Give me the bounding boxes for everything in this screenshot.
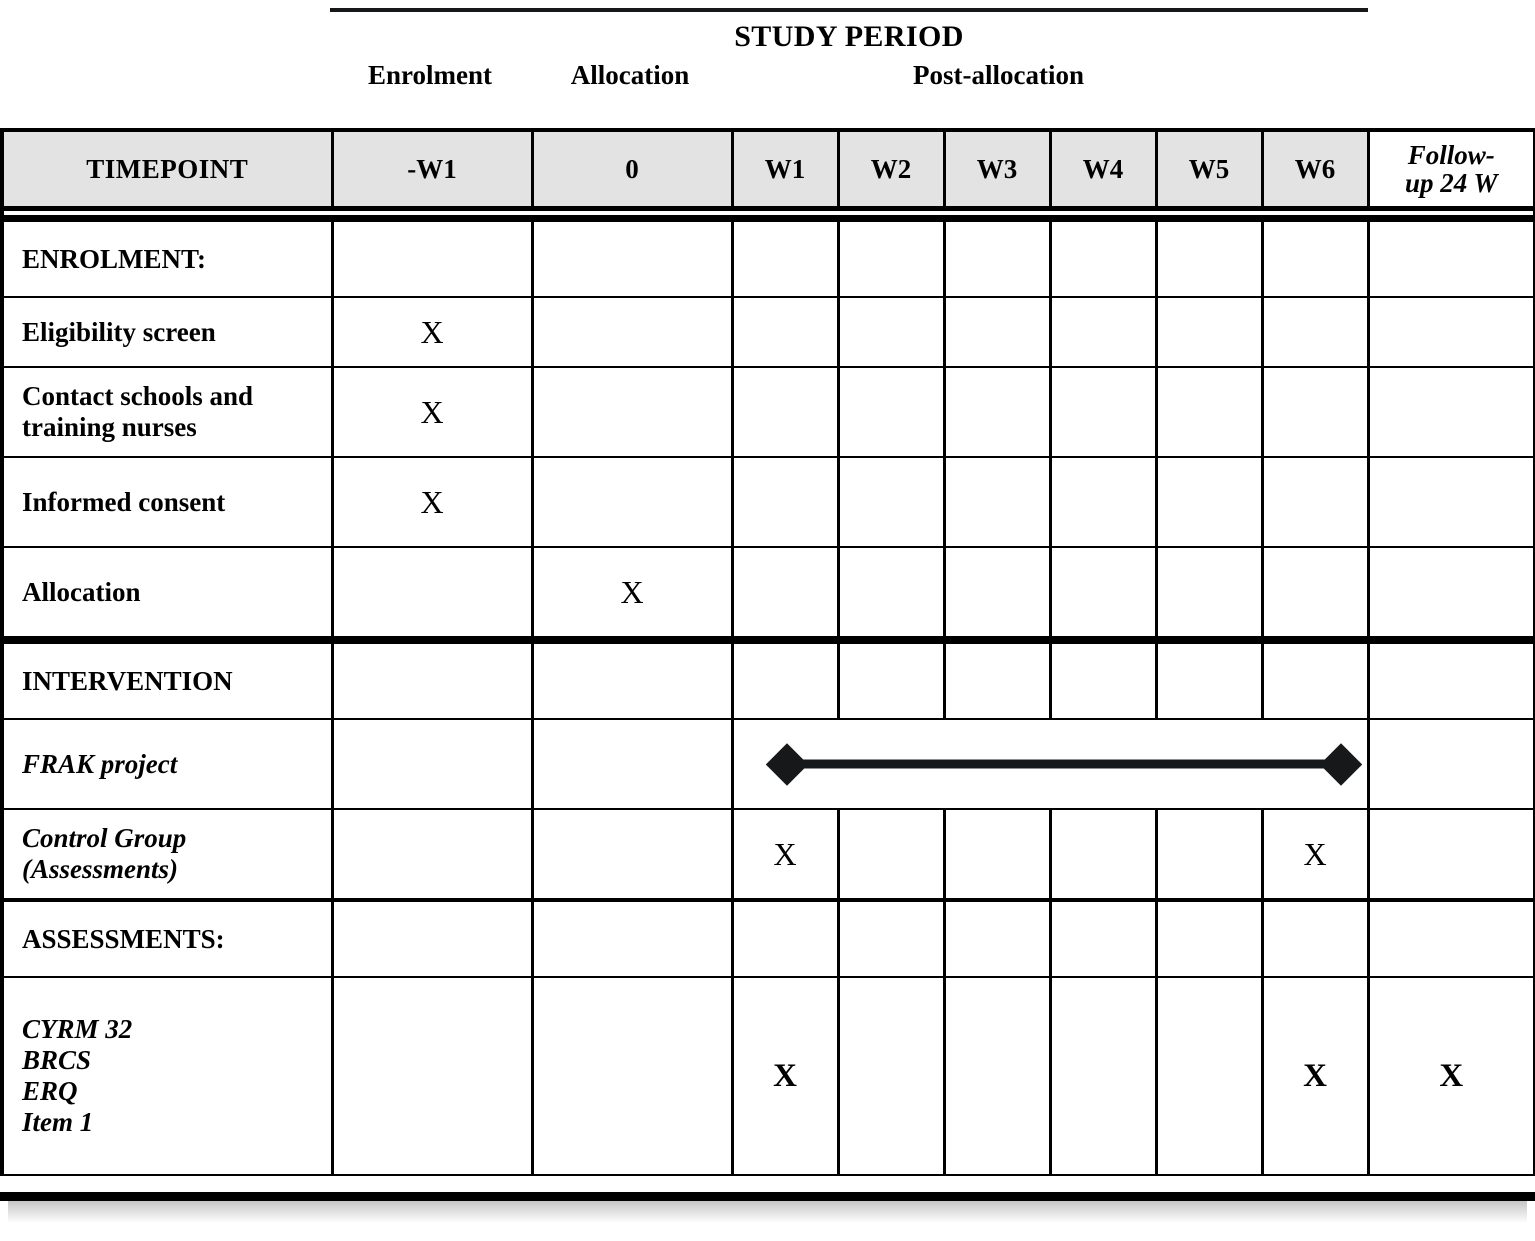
cell-enrolment-heading-followup <box>1368 221 1535 297</box>
cell-instruments-followup <box>1368 977 1535 1175</box>
cell-instruments-zero <box>532 977 732 1175</box>
header-col-w5-label: W5 <box>1188 153 1230 184</box>
header-col-followup-line2: up 24 W <box>1404 168 1498 198</box>
header-col-w-minus-1-label: -W1 <box>407 153 457 184</box>
cell-control-w2 <box>838 809 944 900</box>
study-period-title: STUDY PERIOD <box>734 20 964 53</box>
bottom-shadow <box>8 1201 1527 1223</box>
cell-intervention-heading-w6 <box>1262 640 1368 719</box>
cell-assessments-heading-w1 <box>732 900 838 977</box>
header-col-zero <box>532 130 732 206</box>
header-timepoint: TIMEPOINT <box>2 130 332 206</box>
cell-consent-w6 <box>1262 457 1368 547</box>
header-col-followup <box>1368 130 1535 206</box>
cell-allocation-w1 <box>732 547 838 640</box>
cell-intervention-heading-w2 <box>838 640 944 719</box>
cell-enrolment-heading-w6 <box>1262 221 1368 297</box>
row-label-control-group <box>2 809 332 900</box>
header-double-rule <box>2 206 1535 221</box>
cell-eligibility-w4 <box>1050 297 1156 367</box>
cell-eligibility-w2 <box>838 297 944 367</box>
top-rule <box>330 8 1368 12</box>
table-row <box>2 547 1535 640</box>
cell-instruments-w3 <box>944 977 1050 1175</box>
instrument-brcs: BRCS <box>22 1045 92 1076</box>
header-double-rule-bar <box>2 206 1535 221</box>
header-col-w3 <box>944 130 1050 206</box>
header-col-w5 <box>1156 130 1262 206</box>
section-heading-intervention: INTERVENTION <box>2 640 332 719</box>
table-row <box>2 367 1535 457</box>
cell-contact-w5 <box>1156 367 1262 457</box>
cell-consent-w1 <box>732 457 838 547</box>
cell-control-w4 <box>1050 809 1156 900</box>
cell-enrolment-heading-w3 <box>944 221 1050 297</box>
cell-intervention-heading-zero <box>532 640 732 719</box>
cell-consent-w3 <box>944 457 1050 547</box>
table-row <box>2 900 1535 977</box>
cell-contact-zero <box>532 367 732 457</box>
table-row <box>2 221 1535 297</box>
cell-intervention-heading-followup <box>1368 640 1535 719</box>
row-label-contact-schools: Contact schools and training nurses <box>2 367 332 457</box>
header-col-w1 <box>732 130 838 206</box>
cell-allocation-followup <box>1368 547 1535 640</box>
cell-allocation-w3 <box>944 547 1050 640</box>
period-label-allocation: Allocation <box>570 60 690 90</box>
cell-eligibility-followup <box>1368 297 1535 367</box>
cell-instruments-w2 <box>838 977 944 1175</box>
cell-intervention-heading-w4 <box>1050 640 1156 719</box>
cell-intervention-heading-w1 <box>732 640 838 719</box>
x-mark: X <box>420 483 444 520</box>
cell-frak-followup <box>1368 719 1535 809</box>
cell-control-zero <box>532 809 732 900</box>
cell-contact-w3 <box>944 367 1050 457</box>
table-row <box>2 809 1535 900</box>
cell-contact-wm1 <box>332 367 532 457</box>
cell-assessments-heading-zero <box>532 900 732 977</box>
header-col-w4-label: W4 <box>1082 153 1124 184</box>
header-col-w6 <box>1262 130 1368 206</box>
cell-assessments-heading-w3 <box>944 900 1050 977</box>
table-header-row <box>2 130 1535 206</box>
cell-consent-w2 <box>838 457 944 547</box>
section-heading-assessments: ASSESSMENTS: <box>2 900 332 977</box>
cell-eligibility-wm1 <box>332 297 532 367</box>
table-row <box>2 719 1535 809</box>
x-mark: X <box>420 313 444 350</box>
row-label-frak-project: FRAK project <box>2 719 332 809</box>
cell-allocation-w6 <box>1262 547 1368 640</box>
instrument-erq: ERQ <box>22 1076 78 1106</box>
cell-instruments-w6 <box>1262 977 1368 1175</box>
header-col-w2 <box>838 130 944 206</box>
cell-control-w1 <box>732 809 838 900</box>
cell-instruments-wm1 <box>332 977 532 1175</box>
cell-intervention-heading-w5 <box>1156 640 1262 719</box>
row-label-eligibility-screen: Eligibility screen <box>2 297 332 367</box>
period-label-band <box>0 60 1535 104</box>
header-col-w3-label: W3 <box>976 153 1018 184</box>
cell-consent-w5 <box>1156 457 1262 547</box>
row-label-assessment-instruments <box>2 977 332 1175</box>
cell-allocation-w4 <box>1050 547 1156 640</box>
cell-eligibility-w3 <box>944 297 1050 367</box>
x-mark: X <box>1303 835 1327 872</box>
cell-control-w6 <box>1262 809 1368 900</box>
cell-consent-wm1 <box>332 457 532 547</box>
x-mark: X <box>620 573 644 610</box>
cell-intervention-heading-w3 <box>944 640 1050 719</box>
cell-frak-zero <box>532 719 732 809</box>
bottom-rule <box>0 1192 1535 1201</box>
intervention-span-bar <box>787 760 1341 769</box>
cell-control-wm1 <box>332 809 532 900</box>
cell-frak-wm1 <box>332 719 532 809</box>
cell-contact-w1 <box>732 367 838 457</box>
cell-eligibility-zero <box>532 297 732 367</box>
cell-enrolment-heading-w5 <box>1156 221 1262 297</box>
x-mark: X <box>420 393 444 430</box>
header-col-w-minus-1 <box>332 130 532 206</box>
table-row <box>2 297 1535 367</box>
cell-control-followup <box>1368 809 1535 900</box>
cell-contact-followup <box>1368 367 1535 457</box>
cell-eligibility-w1 <box>732 297 838 367</box>
cell-instruments-w5 <box>1156 977 1262 1175</box>
cell-allocation-wm1 <box>332 547 532 640</box>
x-mark: X <box>773 835 797 872</box>
cell-enrolment-heading-zero <box>532 221 732 297</box>
cell-assessments-heading-w5 <box>1156 900 1262 977</box>
instrument-cyrm32: CYRM 32 <box>22 1014 133 1045</box>
header-col-w1-label: W1 <box>764 153 806 184</box>
period-label-post-allocation: Post-allocation <box>913 60 1084 90</box>
cell-consent-zero <box>532 457 732 547</box>
cell-allocation-w5 <box>1156 547 1262 640</box>
header-col-w2-label: W2 <box>870 153 912 184</box>
x-mark: X <box>773 1057 797 1094</box>
row-label-control-group-line2: (Assessments) <box>22 854 179 884</box>
cell-assessments-heading-w4 <box>1050 900 1156 977</box>
cell-contact-w2 <box>838 367 944 457</box>
cell-assessments-heading-wm1 <box>332 900 532 977</box>
cell-contact-w4 <box>1050 367 1156 457</box>
header-col-zero-label: 0 <box>625 153 639 184</box>
cell-control-w3 <box>944 809 1050 900</box>
table-row <box>2 640 1535 719</box>
cell-intervention-heading-wm1 <box>332 640 532 719</box>
cell-instruments-w1 <box>732 977 838 1175</box>
cell-frak-intervention-span <box>732 719 1368 809</box>
cell-eligibility-w5 <box>1156 297 1262 367</box>
section-heading-enrolment: ENROLMENT: <box>2 221 332 297</box>
row-label-control-group-line1: Control Group <box>22 823 187 854</box>
header-col-w4 <box>1050 130 1156 206</box>
cell-instruments-w4 <box>1050 977 1156 1175</box>
table-row <box>2 457 1535 547</box>
cell-contact-w6 <box>1262 367 1368 457</box>
period-label-enrolment: Enrolment <box>367 60 492 90</box>
instrument-item1: Item 1 <box>22 1106 94 1137</box>
cell-consent-w4 <box>1050 457 1156 547</box>
cell-consent-followup <box>1368 457 1535 547</box>
cell-eligibility-w6 <box>1262 297 1368 367</box>
cell-assessments-heading-w6 <box>1262 900 1368 977</box>
cell-allocation-zero <box>532 547 732 640</box>
cell-allocation-w2 <box>838 547 944 640</box>
header-col-w6-label: W6 <box>1294 153 1336 184</box>
cell-control-w5 <box>1156 809 1262 900</box>
row-label-allocation: Allocation <box>2 547 332 640</box>
x-mark: X <box>1439 1057 1464 1094</box>
schedule-table <box>0 128 1535 1176</box>
cell-enrolment-heading-wm1 <box>332 221 532 297</box>
row-label-informed-consent: Informed consent <box>2 457 332 547</box>
cell-assessments-heading-w2 <box>838 900 944 977</box>
table-row <box>2 977 1535 1175</box>
x-mark: X <box>1303 1057 1327 1094</box>
cell-assessments-heading-followup <box>1368 900 1535 977</box>
cell-enrolment-heading-w1 <box>732 221 838 297</box>
header-col-followup-line1: Follow- <box>1407 139 1495 170</box>
cell-enrolment-heading-w4 <box>1050 221 1156 297</box>
cell-enrolment-heading-w2 <box>838 221 944 297</box>
